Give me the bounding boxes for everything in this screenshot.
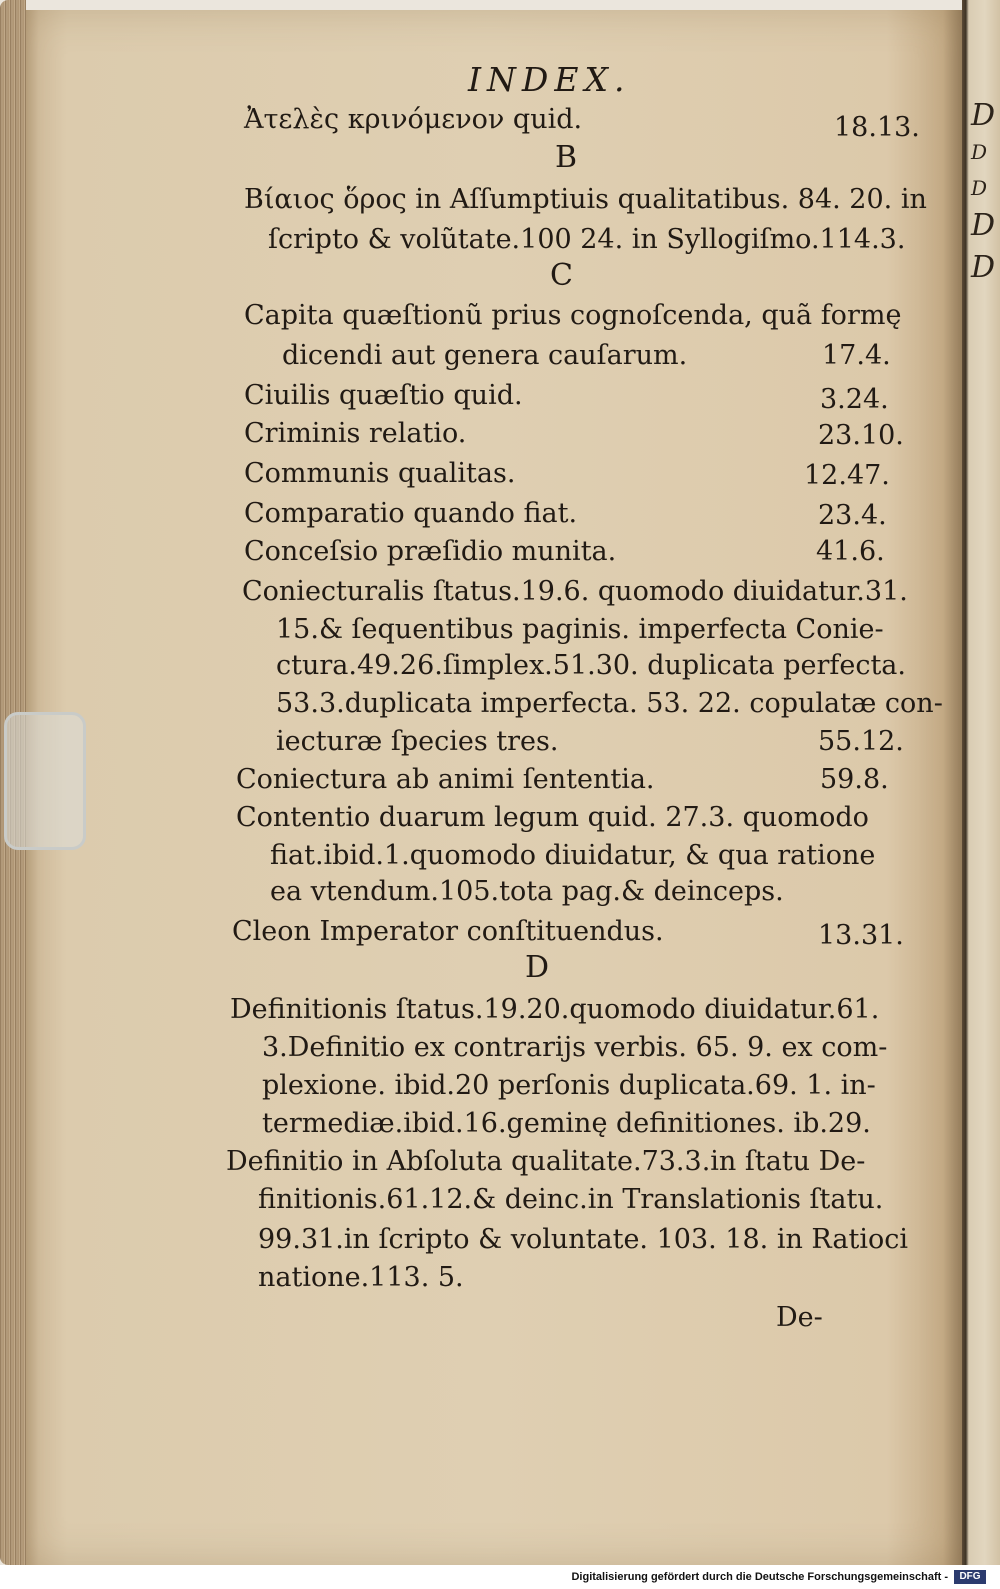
index-entry-line: natione.113. 5. <box>258 1262 464 1293</box>
index-entry-line: Capita quæſtionũ prius cognoſcenda, quã formę <box>244 300 902 331</box>
index-entry-line: iecturæ ſpecies tres. <box>276 726 559 757</box>
index-entry-term: Comparatio quando fiat. <box>244 498 578 529</box>
section-letter-d: D <box>525 950 550 985</box>
index-entry-ref: 17.4. <box>822 340 891 371</box>
index-entry-ref: 55.12. <box>818 726 904 757</box>
adjacent-page-letter: D <box>971 98 996 133</box>
dfg-logo-icon: DFG <box>954 1570 986 1584</box>
index-entry-term: Ἀτελὲς κρινόμενον quid. <box>244 104 583 135</box>
index-entry-ref: 3.24. <box>820 384 889 415</box>
index-entry-line: Contentio duarum legum quid. 27.3. quomodo <box>236 802 869 833</box>
digitization-footer <box>0 1565 1000 1589</box>
section-letter-b: B <box>555 140 578 175</box>
index-entry-line: 53.3.duplicata imperfecta. 53. 22. copulatæ con- <box>276 688 943 719</box>
index-entry-line: 15.& ſequentibus paginis. imperfecta Conie- <box>276 614 884 645</box>
funding-credit: Digitalisierung gefördert durch die Deutsche Forschungsgemeinschaft - <box>571 1571 948 1583</box>
catchword: De- <box>776 1302 823 1333</box>
index-entry-ref: 23.10. <box>818 420 904 451</box>
index-entry-line: termediæ.ibid.16.geminę definitiones. ib.29. <box>262 1108 871 1139</box>
index-entry-term: Ciuilis quæſtio quid. <box>244 380 523 411</box>
index-entry-line: dicendi aut genera cauſarum. <box>282 340 688 371</box>
index-entry-line: ea vtendum.105.tota pag.& deinceps. <box>270 876 784 907</box>
index-entry-ref: 23.4. <box>818 500 887 531</box>
index-entry-ref: 13.31. <box>818 920 904 951</box>
page-clip <box>4 712 86 850</box>
index-entry-term: Coniectura ab animi ſententia. <box>236 764 655 795</box>
index-entry-ref: 59.8. <box>820 764 889 795</box>
index-entry-term: Cleon Imperator conſtituendus. <box>232 916 664 947</box>
index-entry-line: 3.Definitio ex contrarijs verbis. 65. 9. ex com- <box>262 1032 888 1063</box>
index-entry-line: 99.31.in ſcripto & voluntate. 103. 18. in Ratioci <box>258 1224 908 1255</box>
adjacent-page-letter: D <box>971 250 996 285</box>
page-title: INDEX. <box>468 60 631 99</box>
index-entry-line: Definitio in Abſoluta qualitate.73.3.in ſtatu De- <box>226 1146 866 1177</box>
index-entry-term: Criminis relatio. <box>244 418 467 449</box>
section-letter-c: C <box>550 258 573 293</box>
index-entry-line: ctura.49.26.ſimplex.51.30. duplicata perfecta. <box>276 650 906 681</box>
adjacent-page-letter: D <box>971 176 988 200</box>
index-entry-ref: 41.6. <box>816 536 885 567</box>
index-entry-line: Coniecturalis ſtatus.19.6. quomodo diuidatur.31. <box>242 576 908 607</box>
index-entry-ref: 18.13. <box>834 112 920 143</box>
index-entry-line: finitionis.61.12.& deinc.in Translationis ſtatu. <box>258 1184 884 1215</box>
index-entry-line: ſcripto & volũtate.100 24. in Syllogiſmo.114.3. <box>268 224 906 255</box>
index-entry-line: plexione. ibid.20 perſonis duplicata.69. 1. in- <box>262 1070 876 1101</box>
index-entry-line: fiat.ibid.1.quomodo diuidatur, & qua ratione <box>270 840 876 871</box>
index-entry-line: Definitionis ſtatus.19.20.quomodo diuidatur.61. <box>230 994 880 1025</box>
index-entry-term: Conceſsio præſidio munita. <box>244 536 617 567</box>
adjacent-page-letter: D <box>971 140 988 164</box>
adjacent-page-letter: D <box>971 208 996 243</box>
index-entry-line: Βίαιος ὅρος in Aſſumptiuis qualitatibus. 84. 20. in <box>244 184 927 215</box>
index-entry-term: Communis qualitas. <box>244 458 516 489</box>
index-entry-ref: 12.47. <box>804 460 890 491</box>
